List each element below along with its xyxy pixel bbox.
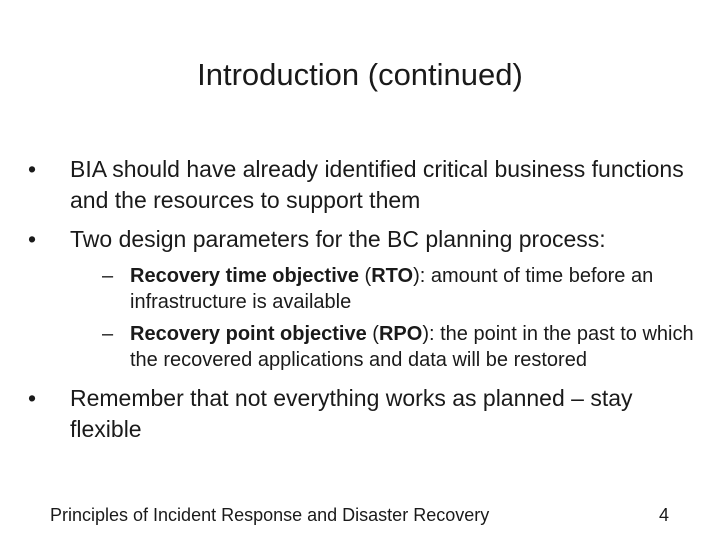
sub-bullet-marker: – [102,265,114,287]
slide-title: Introduction (continued) [197,57,523,92]
bullet-item [28,383,700,445]
bullet-item [28,154,700,216]
term-definition: ): the point in the past to which the recovered applications and data will be restored [130,323,694,371]
term-bold: Recovery time objective [130,265,359,287]
sub-bullet-group [28,263,708,373]
bullet-marker: • [28,385,37,411]
bullet-item [28,224,700,255]
bullet-text: Two design parameters for the BC planning process: [70,226,606,252]
footer-course-title: Principles of Incident Response and Disaster Recovery [50,505,490,525]
term-definition: ): amount of time before an infrastructure is available [130,265,654,313]
bullet-marker: • [28,156,37,182]
term-paren: ( [359,265,372,287]
sub-bullet-marker: – [102,323,114,345]
sub-bullet-item [102,263,714,315]
footer-page-number: 4 [659,505,670,525]
term-bold: Recovery point objective [130,323,367,345]
sub-bullet-item [102,321,714,373]
bullet-text: Remember that not everything works as planned – stay flexible [70,385,633,442]
term-acronym: RTO [371,265,414,287]
sub-bullet-list [102,263,714,373]
term-acronym: RPO [378,323,423,345]
term-paren: ( [366,323,379,345]
bullet-text: BIA should have already identified critical business functions and the resources to support them [70,156,684,213]
bullet-list [28,154,708,453]
bullet-marker: • [28,226,37,252]
